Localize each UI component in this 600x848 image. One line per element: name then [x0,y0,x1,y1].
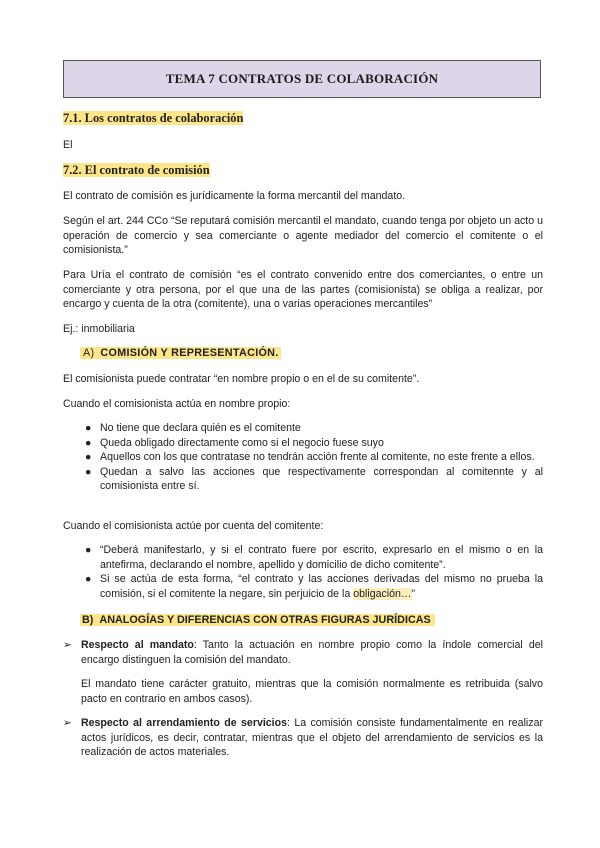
list-item-text: Quedan a salvo las acciones que respectivamente correspondan al comitennte y al comisionista entre sí. [100,465,543,492]
list-item [80,436,543,451]
list-item-text: Aquellos con los que contratase no tendrán acción frente al comitente, no este frente a ellos. [100,451,535,463]
paragraph: El contrato de comisión es jurídicamente la forma mercantil del mandato. [63,190,406,202]
quote-close: ” [411,587,416,600]
list-item [80,543,543,572]
section-a-title: COMISIÓN Y REPRESENTACIÓN. [100,347,279,359]
paragraph: Para Uría el contrato de comisión “es el contrato convenido entre dos comerciantes, o entre un comerciante y otra persona, por el que una de las partes (comisionista) se obliga a realizar, por encargo y cuenta de la otra (comitente), una o varias operaciones mercantiles” [63,269,543,310]
list-item-body [81,638,543,667]
list-item-text: Queda obligado directamente como si el negocio fuese suyo [100,436,384,449]
list-item [80,421,543,436]
section-a-letter: A) [83,347,95,359]
term-arrendamiento: Respecto al arrendamiento de servicios [81,717,287,729]
paragraph: El comisionista puede contratar “en nombre propio o en el de su comitente”. [63,373,420,385]
section-7-1-heading: 7.1. Los contratos de colaboración [63,111,244,125]
list-item-text: No tiene que declara quién es el comitente [100,422,301,434]
section-7-1-heading-row [63,111,543,127]
bullet-list-nombre-propio [80,421,543,494]
list-item-text: Si se actúa de esta forma, “el contrato y las acciones derivadas del mismo no prueba la comisión, si el comitente la negare, sin perjuicio de la [100,573,543,600]
section-b-letter: B) [82,614,94,626]
bullet-icon: ● [85,544,92,556]
paragraph: Cuando el comisionista actúa en nombre propio: [63,398,291,410]
paragraph: El mandato tiene carácter gratuito, mientras que la comisión normalmente es retribuida (salvo pacto en contrario en ambos casos). [81,678,543,705]
list-item-body [81,716,543,760]
list-item-mandato [63,638,543,667]
section-a-heading-row [80,346,560,361]
list-item [80,465,543,494]
bullet-icon: ● [85,451,92,463]
section-7-2-heading-row [63,163,543,179]
paragraph: Según el art. 244 CCo “Se reputará comisión mercantil el mandato, cuando tenga por objeto un acto u operación de comercio y sea comerciante o agente mediador del comercio el comitente o el comisionista.” [63,215,543,256]
list-item-text: “Deberá manifestarlo, y si el contrato fuere por escrito, expresarlo en el mismo o en la antefirma, declarando el nombre, apellido y domicilio de dicho comitente”. [100,544,543,571]
bullet-icon: ● [85,436,92,449]
bullet-icon: ● [85,422,92,434]
section-a-heading [80,347,281,359]
list-item-text: : Tanto la actuación en nombre propio como la índole comercial del encargo distinguen la comisión del mandato. [81,639,543,666]
arrow-bullet-icon: ➢ [63,639,72,651]
title-text: TEMA 7 CONTRATOS DE COLABORACIÓN [165,70,439,86]
list-item-arrendamiento [63,716,543,760]
highlighted-term: obligación… [353,587,412,600]
bullet-icon: ● [85,465,92,478]
bullet-list-por-cuenta [80,543,543,601]
bullet-icon: ● [85,573,92,585]
list-item [80,450,543,465]
arrow-bullet-icon: ➢ [63,717,72,729]
page-title [63,60,541,98]
section-7-1-text: El [63,139,73,151]
section-b-heading-row [80,613,560,628]
section-b-title: ANALOGÍAS Y DIFERENCIAS CON OTRAS FIGURAS JURÍDICAS [99,614,431,626]
list-item [80,572,543,601]
section-b-heading [80,614,435,626]
paragraph: Ej.: inmobiliaria [63,323,135,335]
list-item-text: : La comisión consiste fundamentalmente en realizar actos jurídicos, es decir, contratar, mientras que el objeto del arrendamiento de servicios es la realización de actos materiales. [81,717,543,758]
term-mandato: Respecto al mandato [81,639,194,651]
section-7-2-heading: 7.2. El contrato de comisión [63,163,210,177]
paragraph: Cuando el comisionista actúe por cuenta del comitente: [63,520,324,532]
